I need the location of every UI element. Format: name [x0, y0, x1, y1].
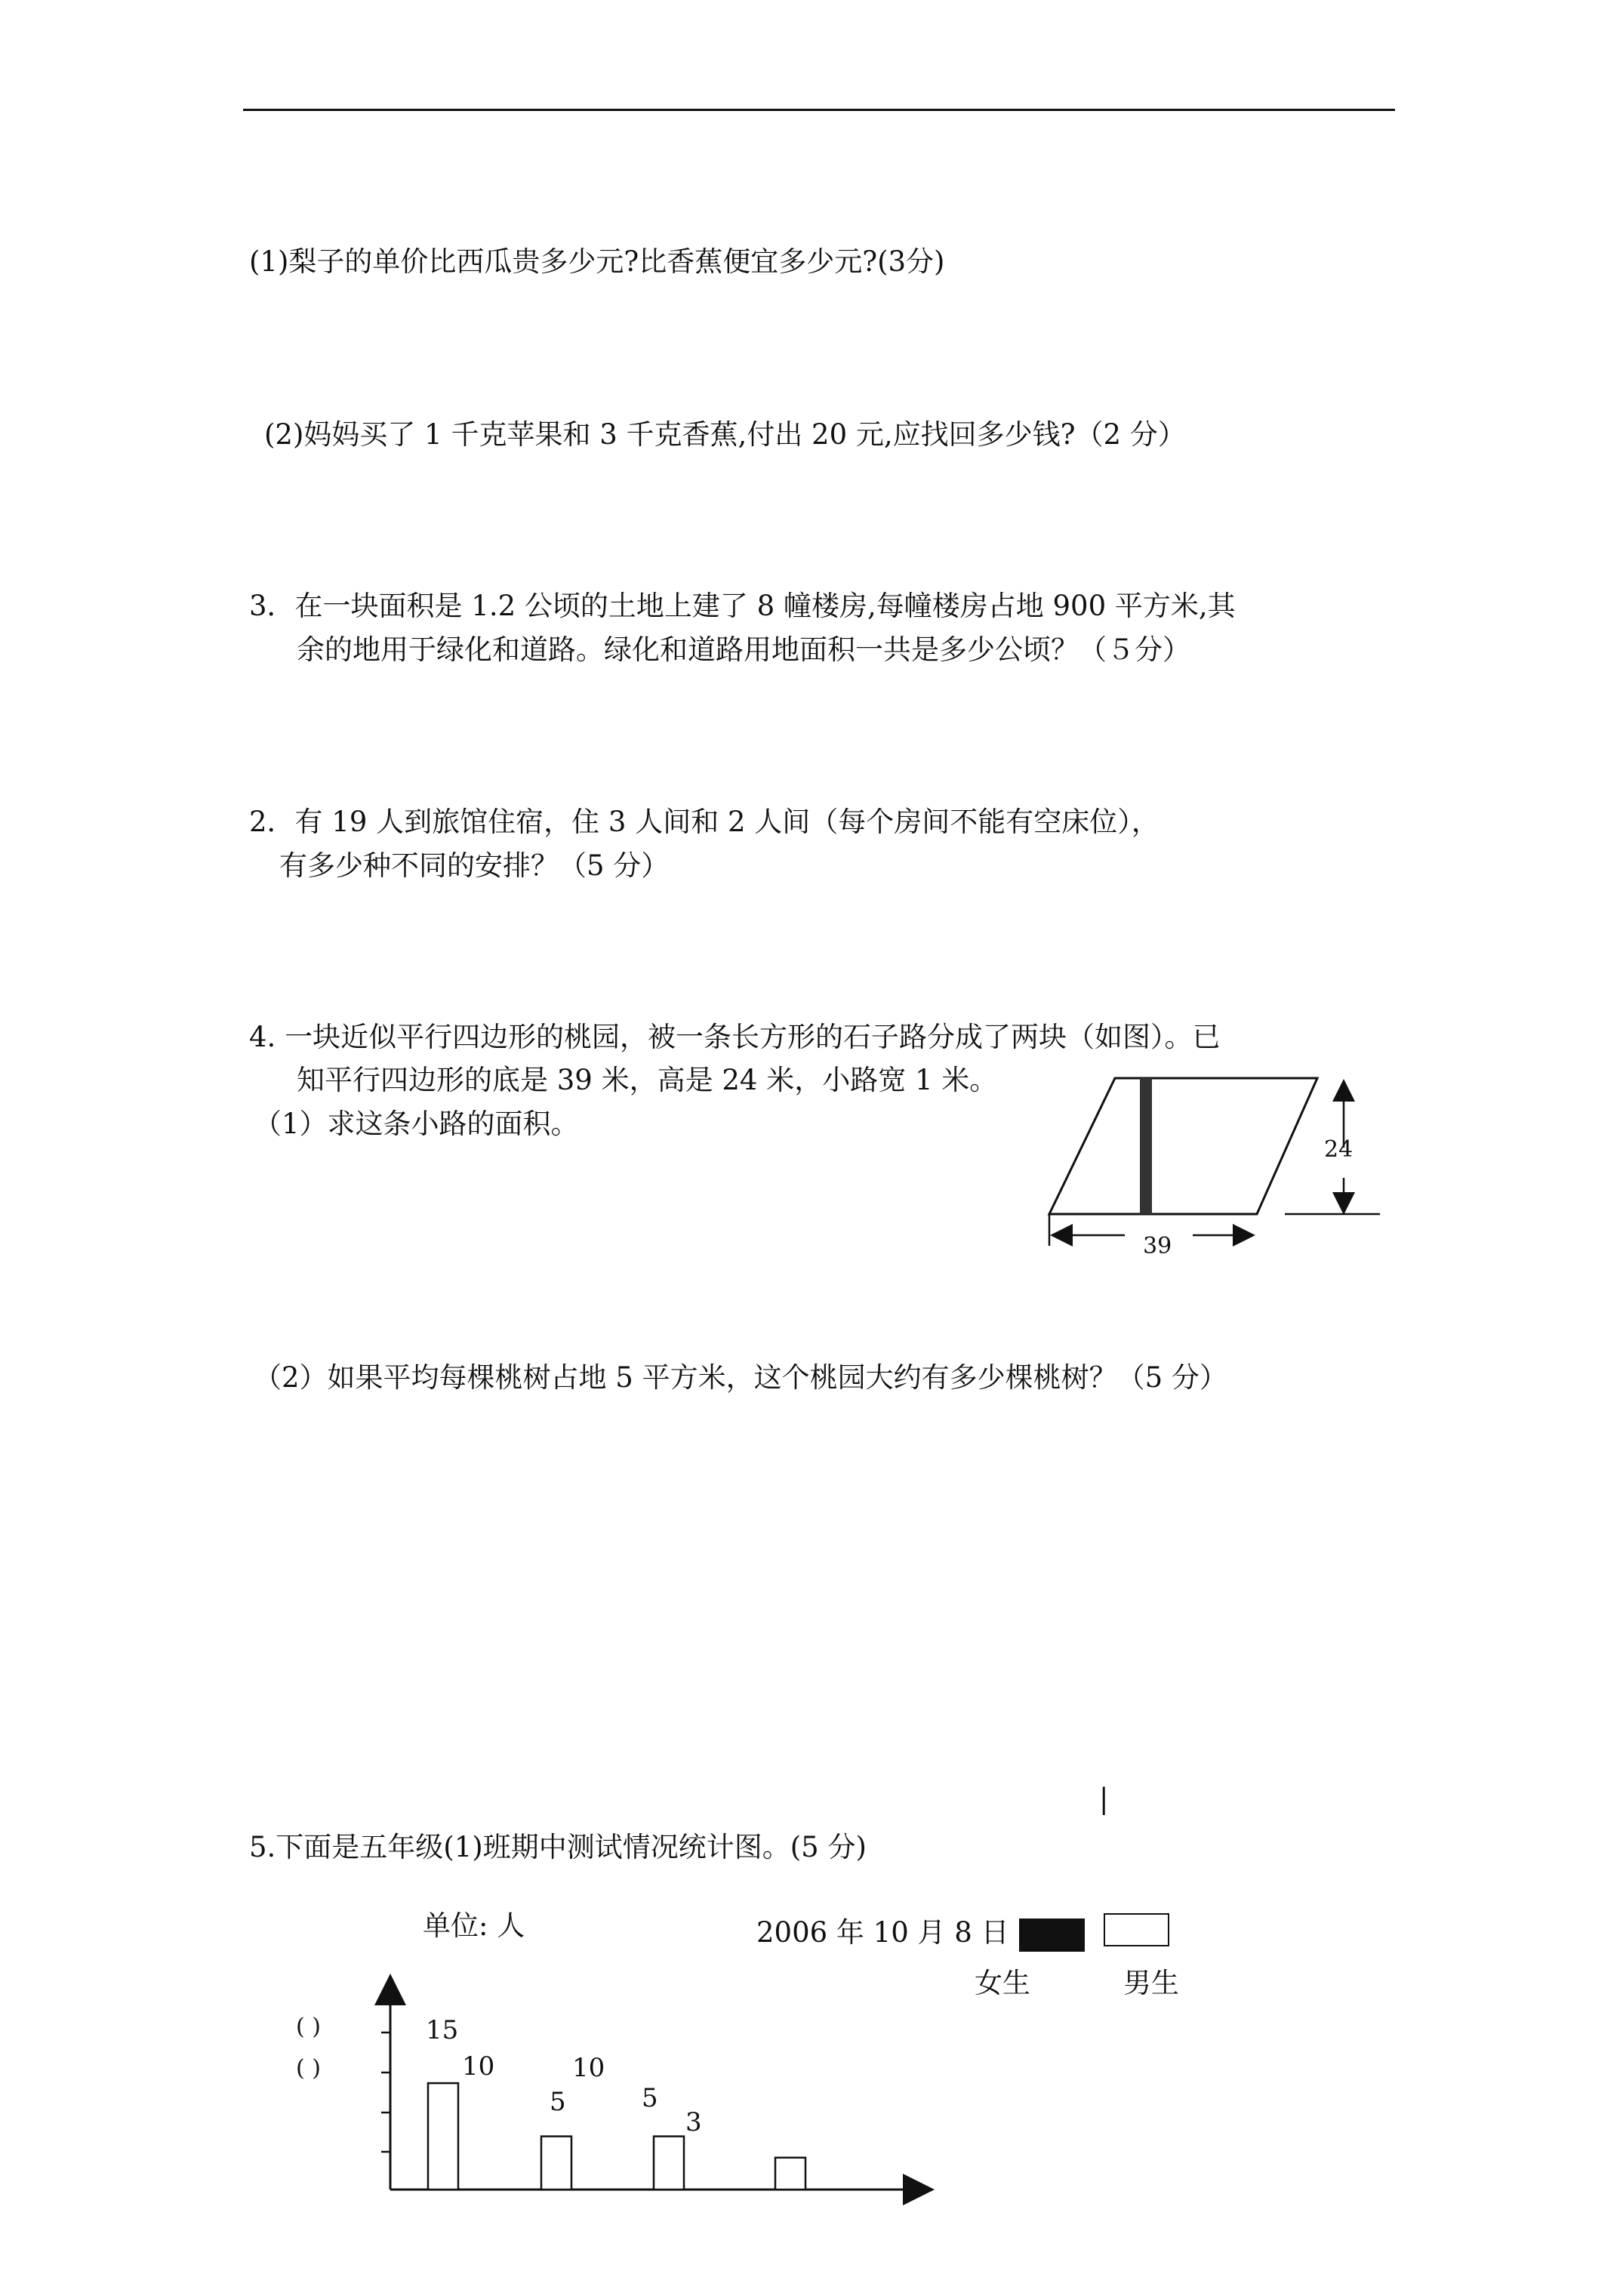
- legend-label-male: 男生: [1123, 1967, 1179, 1999]
- question-4-line1: 4. 一块近似平行四边形的桃园，被一条长方形的石子路分成了两块（如图）。已: [249, 1021, 1221, 1053]
- stray-mark: |: [1099, 1783, 1109, 1815]
- label-female-1: 15: [426, 2015, 459, 2045]
- label-male-1: 10: [462, 2051, 495, 2082]
- label-female-2: 5: [550, 2087, 566, 2117]
- height-label: 24: [1324, 1136, 1354, 1163]
- question-3-line1: 3．在一块面积是 1.2 公顷的土地上建了 8 幢楼房,每幢楼房占地 900 平方米,其: [249, 590, 1236, 622]
- question-1-1: (1)梨子的单价比西瓜贵多少元?比香蕉便宜多少元?(3分): [249, 245, 945, 278]
- base-label: 39: [1143, 1233, 1172, 1259]
- chart-unit-label: 单位: 人: [423, 1909, 525, 1942]
- bar-1: [428, 2083, 458, 2190]
- label-female-4: 3: [685, 2107, 702, 2137]
- bar-2: [541, 2137, 571, 2190]
- question-2-line1: 2．有 19 人到旅馆住宿，住 3 人间和 2 人间（每个房间不能有空床位），: [249, 806, 1160, 838]
- question-5-title: 5.下面是五年级(1)班期中测试情况统计图。(5 分): [249, 1831, 867, 1863]
- y-tick-blank-1: ( ): [296, 2014, 321, 2040]
- label-male-2: 10: [572, 2053, 605, 2083]
- bar-3: [654, 2137, 684, 2190]
- question-4-sub1: （1）求这条小路的面积。: [254, 1108, 579, 1140]
- question-4-sub2: （2）如果平均每棵桃树占地 5 平方米，这个桃园大约有多少棵桃树？（5 分）: [254, 1361, 1227, 1394]
- question-3-line2: 余的地用于绿化和道路。绿化和道路用地面积一共是多少公顷？（５分）: [297, 633, 1190, 666]
- question-2-line2: 有多少种不同的安排？（5 分）: [279, 849, 670, 882]
- label-female-3: 5: [642, 2083, 658, 2113]
- bar-4: [775, 2158, 805, 2190]
- legend-label-female: 女生: [975, 1967, 1030, 1999]
- y-tick-blank-2: ( ): [296, 2055, 321, 2082]
- question-1-2: (2)妈妈买了 1 千克苹果和 3 千克香蕉,付出 20 元,应找回多少钱?（2 分）: [264, 418, 1186, 451]
- chart-date: 2006 年 10 月 8 日: [756, 1916, 1009, 1949]
- question-4-line2: 知平行四边形的底是 39 米，高是 24 米，小路宽 1 米。: [297, 1064, 998, 1096]
